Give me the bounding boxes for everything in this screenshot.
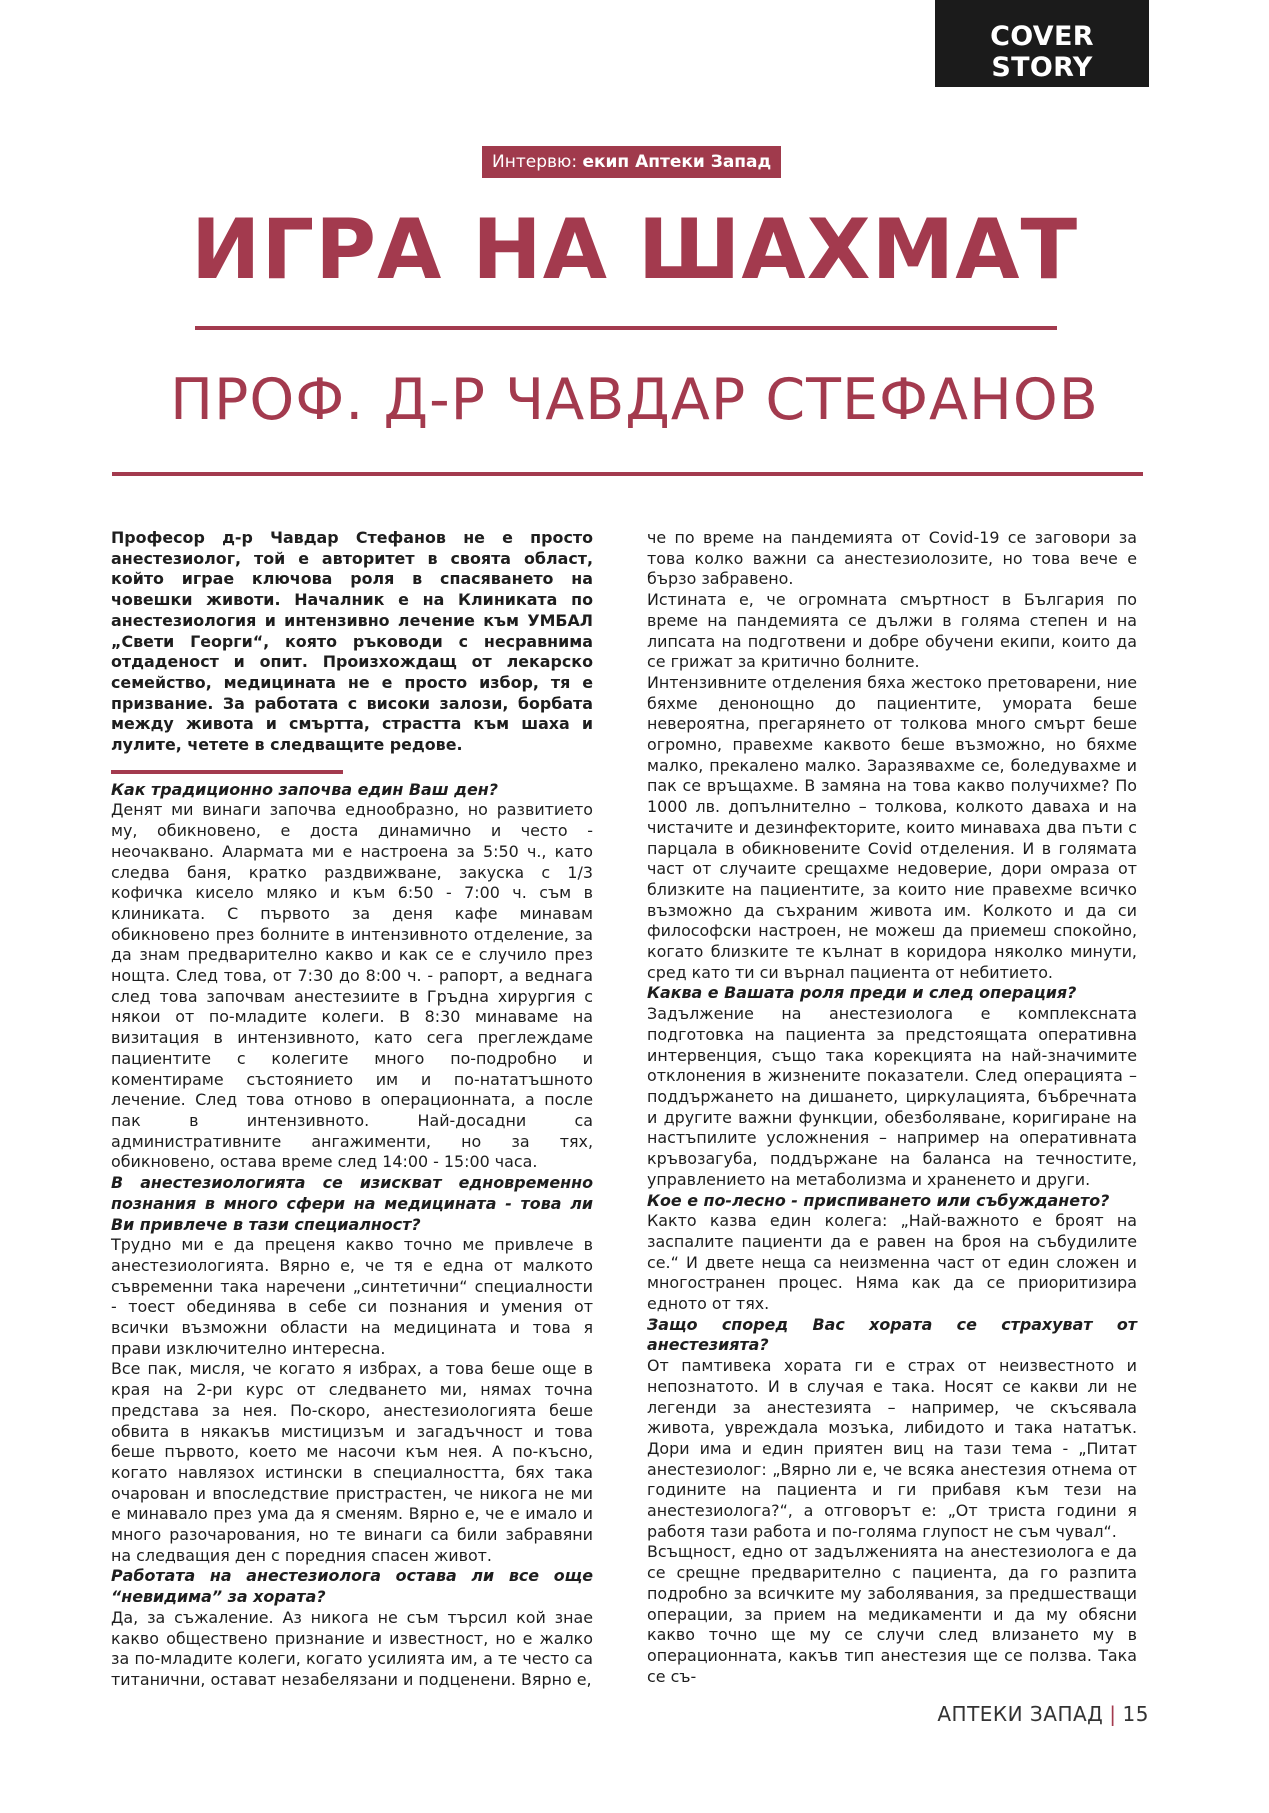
lead-paragraph: Професор д-р Чавдар Стефанов не е просто анестезиолог, той е авторитет в своята област, който играе ключова роля в спасяването на човешки животи. Началник е на Клиниката по анестезиология и интензивно лечение към УМБАЛ „Свети Георги“, която ръководи с несравнима отдаденост и опит. Произхождащ от лекарско семейство, медицината не е просто избор, тя е призвание. За работата с високи залози, борбата между живота и смъртта, страстта към шаха и лулите, четете в следващите редове. — [111, 528, 593, 755]
answer-paragraph: От памтивека хората ги е страх от неизвестното и непознатото. И в случая е така. Носят се какви ли не легенди за анестезията – например, че скъсявала живота, увреждала мозъка, либидото и така нататък. Дори има и един приятен виц на тази тема - „Питат анестезиолог: „Вярно ли е, че всяка анестезия отнема от годините на пациента и ги прибавя към тези на анестезиолога?“, а отговорът е: „От триста години я работя тази работа и по-голяма глупост не съм чувал“. — [647, 1356, 1137, 1541]
interview-prefix: Интервю: — [492, 152, 583, 172]
answer-paragraph: Задължение на анестезиолога е комплексната подготовка на пациента за предстоящата оперативна интервенция, също така корекцията на най-значимите отклонения в жизнените показатели. След операцията – поддържането на дишането, циркулацията, бъбречната и другите важни функции, обезболяване, коригиране на настъпилите усложнения – например на оперативната кръвозагуба, поддържане на баланса на течностите, управлението на метаболизма и храненето и други. — [647, 1004, 1137, 1189]
section-tag — [935, 0, 1149, 87]
question: Работата на анестезиолога остава ли все още “невидима” за хората? — [111, 1566, 593, 1607]
answer-paragraph: Трудно ми е да преценя какво точно ме привлече в анестезиологията. Вярно е, че тя е една от малкото съвременни така наречени „синтетични“ специалности - тоест обединява в себе си познания и умения от всички възможни области на медицината и това я прави изключително интересна. — [111, 1235, 593, 1358]
answer-paragraph: Всъщност, едно от задълженията на анестезиолога е да се срещне предварително с пациента, да го разпита подробно за всичките му заболявания, за предшестващи операции, за прием на медикаменти и да му обясни какво точно ще му се случи след влизането му в операционната, какъв тип анестезия ще се ползва. Така се съ- — [647, 1542, 1137, 1686]
interview-credit — [482, 146, 781, 178]
question: Защо според Вас хората се страхуват от анестезията? — [647, 1314, 1137, 1355]
headline: ИГРА НА ШАХМАТ — [190, 201, 1079, 298]
answer-paragraph: че по време на пандемията от Covid-19 се заговори за това колко важни са анестезиолозите, но това вече е бързо забравено. — [647, 528, 1137, 589]
question: Каква е Вашата роля преди и след операция? — [647, 983, 1077, 1003]
right-column — [647, 528, 1137, 1687]
question: Кое е по-лесно - приспиването или събуждането? — [647, 1190, 1110, 1210]
answer-paragraph: Денят ми винаги започва еднообразно, но развитието му, обикновено, е доста динамично и често - неочаквано. Алармата ми е настроена за 5:50 ч., като следва баня, кратко раздвижване, закуска с 1/3 кофичка кисело мляко и към 6:50 - 7:00 ч. съм в клиниката. С първото за деня кафе минавам обикновено през болните в интензивното отделение, за да знам предварително какво и как се е случило през нощта. След това, от 7:30 до 8:00 ч. - рапорт, а веднага след това започвам анестезиите в Гръдна хирургия с някои от по-младите колеги. В 8:30 минаваме на визитация в интензивното, като сега преглеждаме пациентите с колегите много по-подробно и коментираме състоянието им и по-нататъшното лечение. След това отново в операционната, а после пак в интензивното. Най-досадни са административните ангажименти, но за тях, обикновено, остава време след 14:00 - 15:00 часа. — [111, 800, 593, 1172]
interview-team: екип Аптеки Запад — [582, 152, 772, 172]
answer-paragraph: Истината е, че огромната смъртност в България по време на пандемията се дължи в голяма степен и на липсата на подготвени и добре обучени екипи, които да се грижат за критично болните. — [647, 590, 1137, 672]
section-tag-label: COVER STORY — [990, 21, 1094, 83]
lead-divider — [111, 770, 343, 774]
footer-separator: | — [1109, 1702, 1117, 1726]
answer-paragraph: Както казва един колега: „Най-важното е броят на заспалите пациенти да е равен на броя на събудилите се.“ И двете неща са неизменна част от един сложен и многостранен процес. Няма как да се приоритизира едното от тях. — [647, 1211, 1137, 1314]
magazine-name: АПТЕКИ ЗАПАД — [937, 1702, 1104, 1726]
answer-paragraph: Все пак, мисля, че когато я избрах, а това беше още в края на 2-ри курс от следването ми, нямах точна представа за нея. По-скоро, анестезиологията беше обвита в някакъв мистицизъм и загадъчност и това беше първото, което ме насочи към нея. А по-късно, когато навлязох истински в специалността, бях така очарован и впоследствие пристрастен, че никога не ми е минавало през ума да я сменям. Вярно е, че е имало и много разочарования, но те винаги са били забравяни на следващия ден с поредния спасен живот. — [111, 1359, 593, 1565]
page-footer — [937, 1702, 1149, 1726]
subheadline-divider — [112, 472, 1143, 476]
page-number: 15 — [1122, 1702, 1149, 1726]
question: Как традиционно започва един Ваш ден? — [111, 779, 498, 799]
answer-paragraph: Да, за съжаление. Аз никога не съм търсил кой знае какво обществено признание и известност, но е жалко за по-младите колеги, когато усилията им, а те често са титанични, остават незабелязани и подценени. Вярно е, — [111, 1607, 593, 1689]
answer-paragraph: Интензивните отделения бяха жестоко претоварени, ние бяхме денонощно до пациентите, умората беше невероятна, прегарянето от толкова много смърт беше огромно, правехме каквото беше възможно, но бяхме малко, прекалено малко. Заразявахме се, боледувахме и пак се връщахме. В замяна на това какво получихме? По 1000 лв. допълнително – толкова, колкото даваха и на чистачите и дезинфекторите, които минаваха два пъти с парцала в обикновените Covid отделения. И в голямата част от случаите срещахме недоверие, дори омраза от близките на пациентите, за които ние правехме всичко възможно да съхраним живота им. Колкото и да си философски настроен, не можеш да приемеш спокойно, когато близките те кълнат в коридора няколко минути, сред като ти си върнал пациента от небитието. — [647, 672, 1137, 982]
question: В анестезиологията се изискват едновременно познания в много сфери на медицината - това ли Ви привлече в тази специалност? — [111, 1173, 593, 1234]
headline-divider — [195, 326, 1057, 330]
left-column — [111, 528, 593, 1691]
subheadline: ПРОФ. Д-Р ЧАВДАР СТЕФАНОВ — [170, 367, 1099, 433]
